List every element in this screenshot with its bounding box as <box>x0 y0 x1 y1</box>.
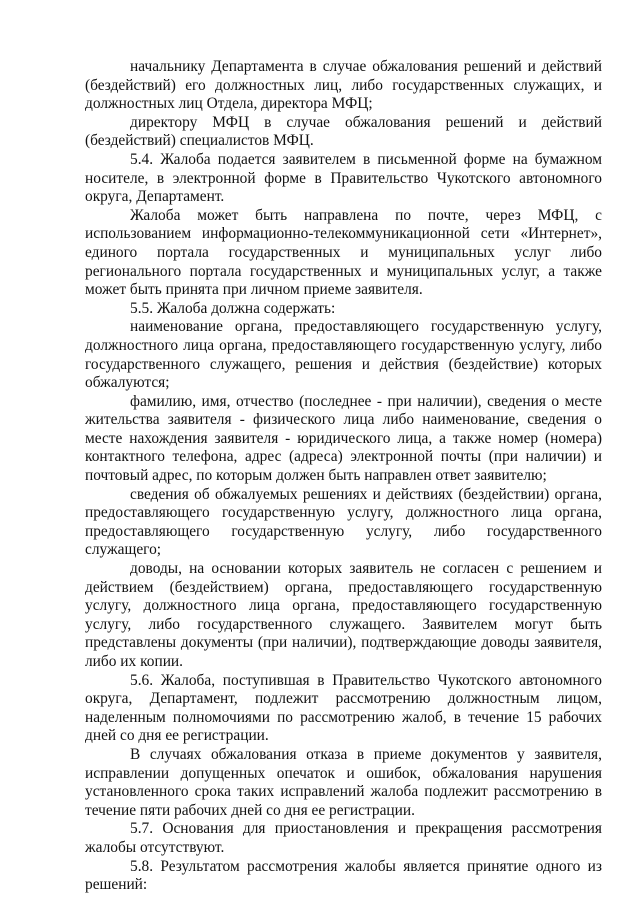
paragraph-applicant-details: фамилию, имя, отчество (последнее - при наличии), сведения о месте жительства заявителя - физического лица либо наименование, сведения о месте нахождения заявителя - юридического лица, а также номер (номера) контактного телефона, адрес (адреса) электронной почты (при наличии) и почтовый адрес, по которым должен быть направлен ответ заявителю; <box>85 392 602 485</box>
paragraph-body-name: наименование органа, предоставляющего государственную услугу, должностного лица органа, предоставляющего государственную услугу, либо государственного служащего, решения и действия (бездействие) которых обжалуются; <box>85 318 602 392</box>
paragraph-mfc-director: директору МФЦ в случае обжалования решений и действий (бездействий) специалистов МФЦ. <box>85 113 602 150</box>
paragraph-5-4: 5.4. Жалоба подается заявителем в письменной форме на бумажном носителе, в электронной форме в Правительство Чукотского автономного округа, Департамент. <box>85 150 602 206</box>
paragraph-complaint-channels: Жалоба может быть направлена по почте, через МФЦ, с использованием информационно-телекоммуникационной сети «Интернет», единого портала государственных и муниципальных услуг либо регионального портала государственных и муниципальных услуг, а также может быть принята при личном приеме заявителя. <box>85 206 602 299</box>
paragraph-5-6: 5.6. Жалоба, поступившая в Правительство Чукотского автономного округа, Департамент, подлежит рассмотрению должностным лицом, наделенным полномочиями по рассмотрению жалоб, в течение 15 рабочих дней со дня ее регистрации. <box>85 671 602 745</box>
paragraph-arguments: доводы, на основании которых заявитель не согласен с решением и действием (бездействием) органа, предоставляющего государственную услугу, должностного лица органа, предоставляющего государственную услугу, либо государственного служащего. Заявителем могут быть представлены документы (при наличии), подтверждающие доводы заявителя, либо их копии. <box>85 560 602 670</box>
paragraph-5-8: 5.8. Результатом рассмотрения жалобы является принятие одного из решений: <box>85 857 602 894</box>
paragraph-5-5: 5.5. Жалоба должна содержать: <box>130 299 336 317</box>
paragraph-5-7: 5.7. Основания для приостановления и прекращения рассмотрения жалобы отсутствуют. <box>85 820 602 856</box>
paragraph-appealed-decisions: сведения об обжалуемых решениях и действиях (бездействии) органа, предоставляющего государственную услугу, должностного лица органа, предоставляющего государственную услугу, либо государственного служащего; <box>85 485 602 559</box>
document-page <box>85 58 602 895</box>
paragraph-refusal-appeal: В случаях обжалования отказа в приеме документов у заявителя, исправлении допущенных опечаток и ошибок, обжалования нарушения установленного срока таких исправлений жалоба подлежит рассмотрению в течение пяти рабочих дней со дня ее регистрации. <box>85 745 602 819</box>
paragraph-head-of-department: начальнику Департамента в случае обжалования решений и действий (бездействий) его должностных лиц, либо государственных служащих, и должностных лиц Отдела, директора МФЦ; <box>85 58 602 113</box>
